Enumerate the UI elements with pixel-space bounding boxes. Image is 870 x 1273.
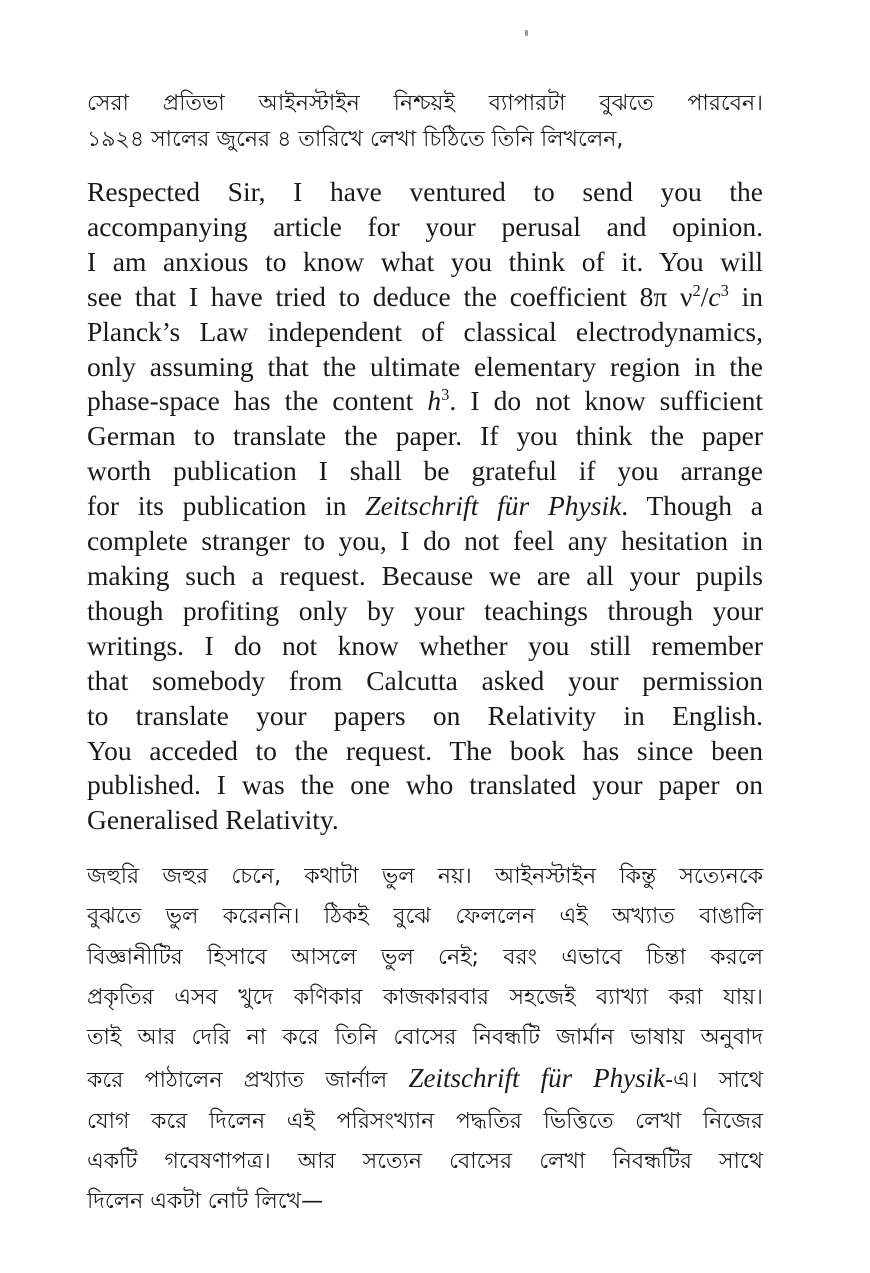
text-line: German to translate the paper. If you think the paper xyxy=(87,420,763,452)
text-line: Respected Sir, I have ventured to send you the xyxy=(87,176,763,207)
closing-paragraph xyxy=(87,857,763,1223)
journal-title: Zeitschrift für Physik xyxy=(365,490,622,522)
superscript: 2 xyxy=(692,280,701,300)
text-segment: in xyxy=(728,280,764,312)
text-segment: করে পাঠালেন প্রখ্যাত জার্নাল xyxy=(87,1068,409,1094)
text-segment: . Though a xyxy=(621,490,763,522)
intro-paragraph xyxy=(87,86,763,158)
quoted-letter xyxy=(87,175,763,838)
text-line: making such a request. Because we are all your pupils xyxy=(87,559,763,591)
text-line xyxy=(87,384,763,419)
print-speck xyxy=(525,30,528,36)
text-line: that somebody from Calcutta asked your permission xyxy=(87,664,763,696)
text-line: worth publication I shall be grateful if you arrange xyxy=(87,455,763,487)
text-line: জহুরি জহুর চেনে, কথাটা ভুল নয়। আইনস্টাইন কিন্তু সত্যেনকে xyxy=(87,864,763,889)
text-line: দিলেন একটা নোট লিখে— xyxy=(87,1189,324,1215)
italic-variable: c xyxy=(708,280,721,312)
text-line: Planck’s Law independent of classical electrodynamics, xyxy=(87,315,763,347)
text-line: প্রকৃতির এসব খুদে কণিকার কাজকারবার সহজেই ব্যাখ্যা করা যায়। xyxy=(87,984,763,1010)
text-line: ১৯২৪ সালের জুনের ৪ তারিখে লেখা চিঠিতে তিনি লিখলেন, xyxy=(87,127,624,152)
text-line: I am anxious to know what you think of it. You will xyxy=(87,245,763,277)
italic-variable: h xyxy=(427,385,442,417)
superscript: 3 xyxy=(441,385,450,405)
text-line: যোগ করে দিলেন এই পরিসংখ্যান পদ্ধতির ভিত্তিতে লেখা নিজের xyxy=(87,1108,763,1134)
text-segment: . I do not know sufficient xyxy=(449,385,763,417)
text-segment: see that I have tried to deduce the coefficient 8π ν xyxy=(87,280,693,312)
text-line: only assuming that the ultimate elementary region in the xyxy=(87,350,763,382)
text-line xyxy=(87,489,763,524)
text-line: সেরা প্রতিভা আইনস্টাইন নিশ্চয়ই ব্যাপারটা বুঝতে পারবেন। xyxy=(87,91,763,116)
text-line: though profiting only by your teachings through your xyxy=(87,594,763,626)
text-segment: for its publication in xyxy=(87,490,366,522)
text-line: accompanying article for your perusal and opinion. xyxy=(87,210,763,242)
text-line: তাই আর দেরি না করে তিনি বোসের নিবন্ধটি জার্মান ভাষায় অনুবাদ xyxy=(87,1025,763,1051)
text-segment: / xyxy=(700,280,709,312)
text-segment: phase-space has the content xyxy=(87,385,428,417)
text-line: একটি গবেষণাপত্র। আর সত্যেন বোসের লেখা নিবন্ধটির সাথে xyxy=(87,1149,763,1175)
text-segment: -এ। সাথে xyxy=(665,1068,763,1094)
text-line xyxy=(87,280,763,315)
text-line: বুঝতে ভুল করেননি। ঠিকই বুঝে ফেললেন এই অখ্যাত বাঙালি xyxy=(87,904,763,930)
journal-title: Zeitschrift für Physik xyxy=(408,1063,666,1094)
text-line xyxy=(87,1058,763,1101)
text-line: complete stranger to you, I do not feel any hesitation in xyxy=(87,525,763,557)
text-line: writings. I do not know whether you still remember xyxy=(87,629,763,661)
text-line: Generalised Relativity. xyxy=(87,804,339,836)
superscript: 3 xyxy=(720,280,729,300)
text-line: You acceded to the request. The book has since been xyxy=(87,734,763,766)
text-line: published. I was the one who translated your paper on xyxy=(87,769,763,801)
text-line: to translate your papers on Relativity in English. xyxy=(87,699,763,731)
text-line: বিজ্ঞানীটির হিসাবে আসলে ভুল নেই; বরং এভাবে চিন্তা করলে xyxy=(87,944,763,970)
